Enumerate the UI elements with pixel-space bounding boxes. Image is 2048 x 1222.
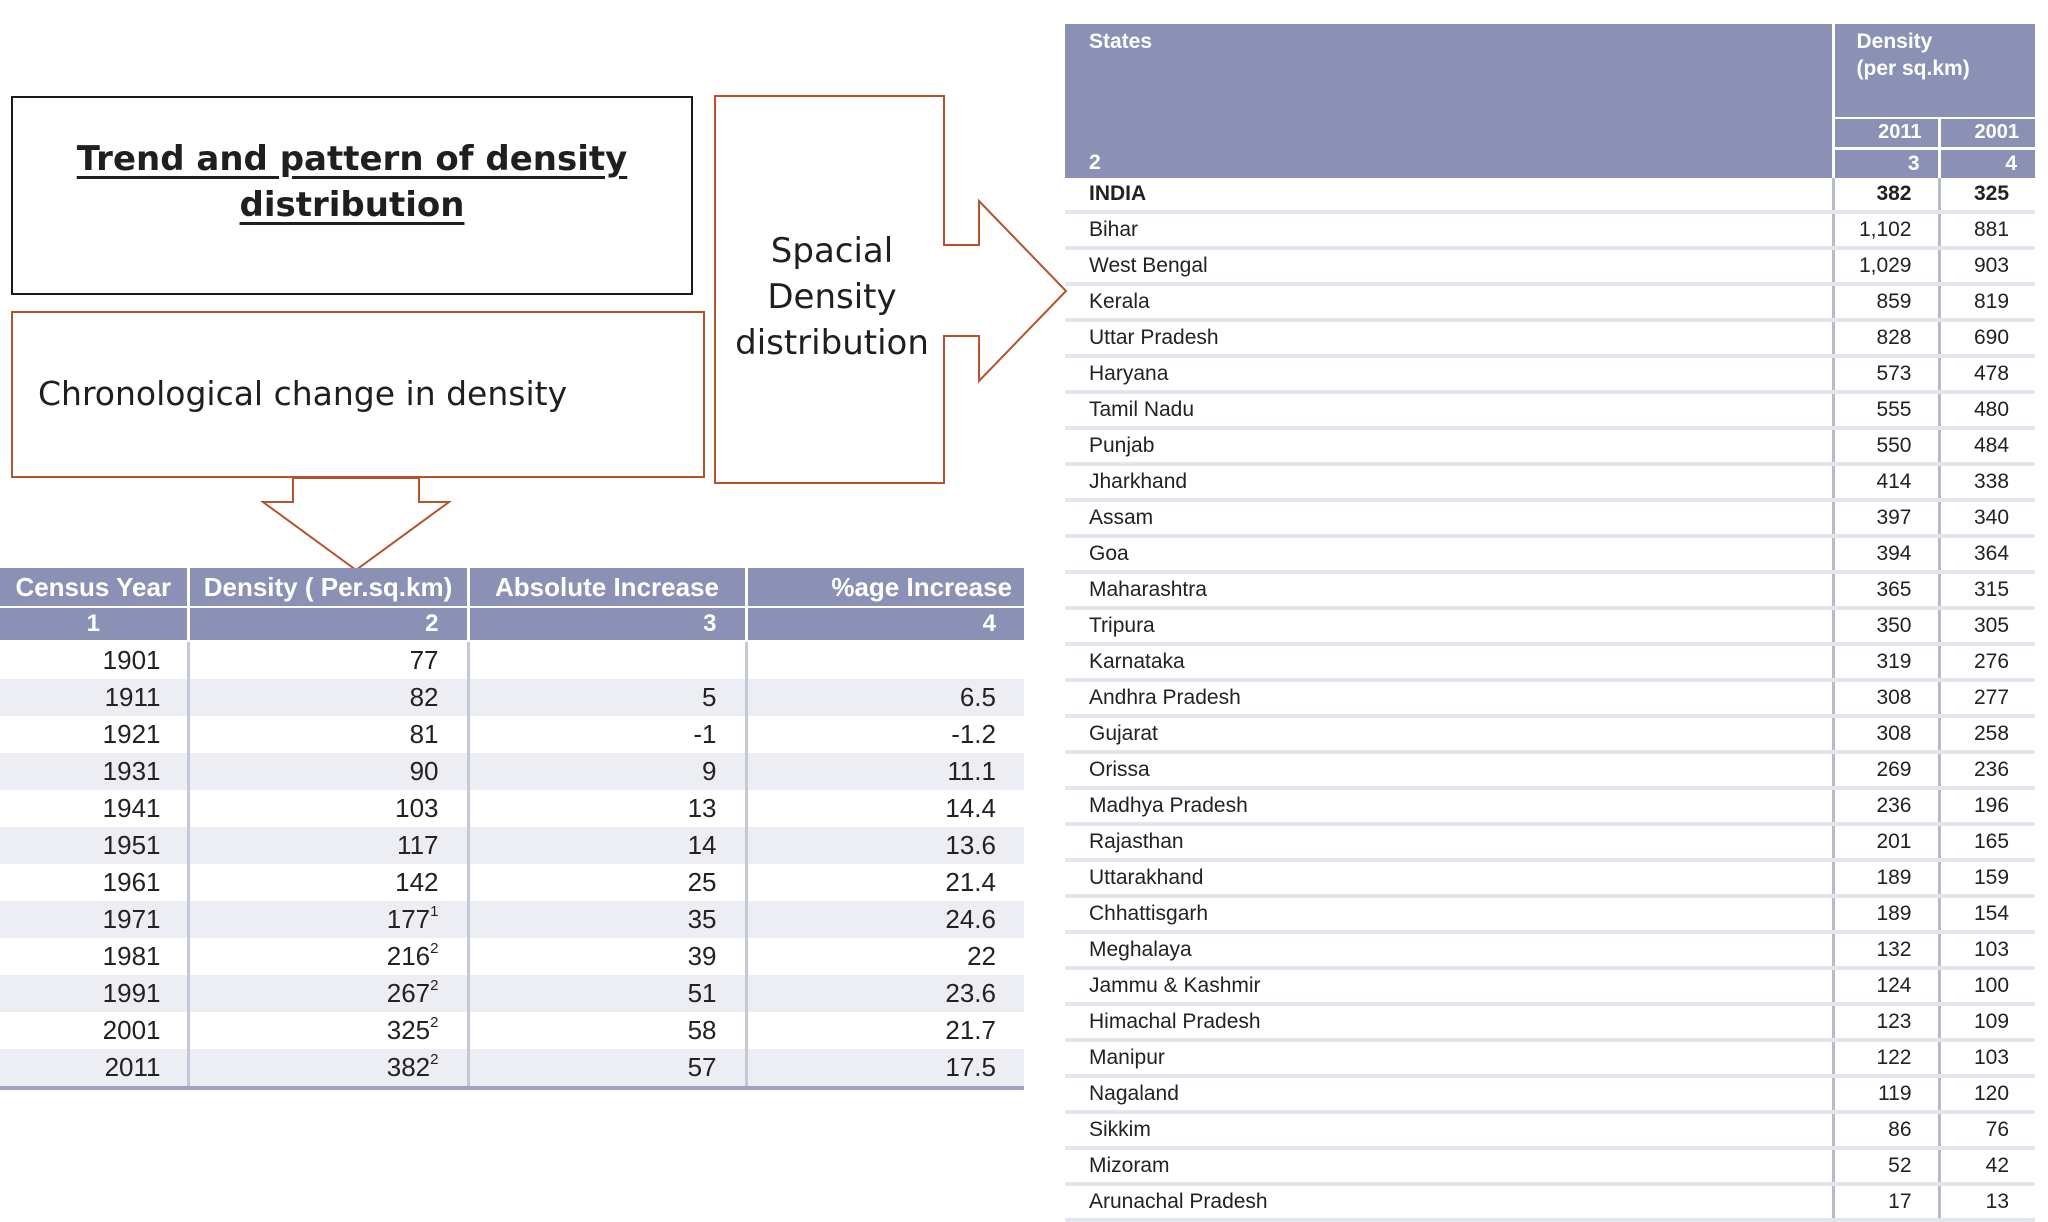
percent-increase: 23.6 xyxy=(746,975,1024,1012)
state-name: Jharkhand xyxy=(1065,464,1833,500)
density-2011: 365 xyxy=(1833,572,1939,608)
table-row xyxy=(1065,428,2035,464)
col-header-states: States xyxy=(1065,24,1833,148)
density-header-line: Density xyxy=(1856,30,1933,53)
state-name: Rajasthan xyxy=(1065,824,1833,860)
percent-increase: 24.6 xyxy=(746,901,1024,938)
state-name: Karnataka xyxy=(1065,644,1833,680)
density-2011: 382 xyxy=(1833,178,1939,212)
table-row xyxy=(1065,464,2035,500)
density-number: 90 xyxy=(409,756,439,786)
density-number: 382 xyxy=(386,1052,431,1082)
state-name: Tamil Nadu xyxy=(1065,392,1833,428)
density-2001: 154 xyxy=(1939,896,2035,932)
density-2001: 165 xyxy=(1939,824,2035,860)
density-value xyxy=(188,641,468,679)
density-2011: 414 xyxy=(1833,464,1939,500)
density-2001: 325 xyxy=(1939,178,2035,212)
state-name: Meghalaya xyxy=(1065,932,1833,968)
density-header-line: (per sq.km) xyxy=(1856,57,1970,80)
col-number: 3 xyxy=(1833,148,1939,178)
density-number: 267 xyxy=(386,978,431,1008)
density-2001: 881 xyxy=(1939,212,2035,248)
chronological-density-table xyxy=(0,568,1024,1090)
table-row xyxy=(1065,788,2035,824)
absolute-increase: 51 xyxy=(468,975,746,1012)
density-2011: 189 xyxy=(1833,896,1939,932)
table-row xyxy=(0,901,1024,938)
density-2011: 350 xyxy=(1833,608,1939,644)
density-value xyxy=(188,975,468,1012)
table-row xyxy=(1065,896,2035,932)
percent-increase: 22 xyxy=(967,941,996,971)
density-2011: 86 xyxy=(1833,1112,1939,1148)
density-value xyxy=(188,716,468,753)
table-row xyxy=(1065,536,2035,572)
state-name: Chhattisgarh xyxy=(1065,896,1833,932)
table-row xyxy=(0,864,1024,901)
spacial-label-line: distribution xyxy=(735,323,929,363)
table-row xyxy=(1065,392,2035,428)
state-name: Assam xyxy=(1065,500,1833,536)
absolute-increase: 25 xyxy=(468,864,746,901)
density-number: 142 xyxy=(395,867,439,897)
state-name: Sikkim xyxy=(1065,1112,1833,1148)
state-density-table xyxy=(1065,24,2035,1222)
density-2011: 122 xyxy=(1833,1040,1939,1076)
table-row xyxy=(0,641,1024,679)
density-2001: 305 xyxy=(1939,608,2035,644)
absolute-increase: 13 xyxy=(468,790,746,827)
absolute-increase: 9 xyxy=(468,753,746,790)
density-2011: 308 xyxy=(1833,680,1939,716)
density-value xyxy=(188,938,468,975)
census-year: 2001 xyxy=(0,1012,188,1049)
density-2001: 340 xyxy=(1939,500,2035,536)
state-name: Tripura xyxy=(1065,608,1833,644)
density-2001: 103 xyxy=(1939,1040,2035,1076)
table-row xyxy=(1065,1040,2035,1076)
chronological-box xyxy=(11,311,705,478)
density-number: 117 xyxy=(397,830,439,860)
percent-increase: 14.4 xyxy=(945,793,996,823)
census-year: 1971 xyxy=(0,901,188,938)
state-name: Haryana xyxy=(1065,356,1833,392)
density-2011: 859 xyxy=(1833,284,1939,320)
percent-increase: 21.7 xyxy=(945,1015,996,1045)
density-2001: 42 xyxy=(1939,1148,2035,1184)
col-number: 1 xyxy=(0,607,188,641)
density-number: 82 xyxy=(409,682,439,712)
table-row-india xyxy=(1065,178,2035,212)
census-year: 1911 xyxy=(0,679,188,716)
table-row xyxy=(1065,680,2035,716)
census-year: 1931 xyxy=(0,753,188,790)
state-name: Bihar xyxy=(1065,212,1833,248)
table-row xyxy=(1065,572,2035,608)
absolute-increase: 14 xyxy=(468,827,746,864)
footnote-marker: 2 xyxy=(430,1051,439,1068)
absolute-increase: 35 xyxy=(468,901,746,938)
state-name: Orissa xyxy=(1065,752,1833,788)
state-name: Punjab xyxy=(1065,428,1833,464)
density-value xyxy=(188,1012,468,1049)
density-2001: 196 xyxy=(1939,788,2035,824)
density-2011: 201 xyxy=(1833,824,1939,860)
census-year: 1901 xyxy=(0,641,188,679)
table-row xyxy=(1065,356,2035,392)
percent-increase: -1.2 xyxy=(951,719,996,749)
state-name: West Bengal xyxy=(1065,248,1833,284)
density-value xyxy=(188,827,468,864)
table-row xyxy=(1065,1004,2035,1040)
density-value xyxy=(188,1049,468,1088)
table-row xyxy=(1065,1148,2035,1184)
density-2011: 236 xyxy=(1833,788,1939,824)
census-year: 1981 xyxy=(0,938,188,975)
density-2011: 1,102 xyxy=(1833,212,1939,248)
density-2011: 550 xyxy=(1833,428,1939,464)
percent-increase: 21.4 xyxy=(945,867,996,897)
state-name: Maharashtra xyxy=(1065,572,1833,608)
state-name: Manipur xyxy=(1065,1040,1833,1076)
density-number: 216 xyxy=(386,941,431,971)
density-2011: 308 xyxy=(1833,716,1939,752)
spacial-label-line: Density xyxy=(767,277,897,317)
table-row xyxy=(0,1049,1024,1088)
table-row xyxy=(1065,500,2035,536)
density-2001: 100 xyxy=(1939,968,2035,1004)
density-number: 177 xyxy=(386,904,431,934)
density-value xyxy=(188,790,468,827)
density-2001: 819 xyxy=(1939,284,2035,320)
density-2001: 364 xyxy=(1939,536,2035,572)
col-header-absolute-increase: Absolute Increase xyxy=(468,568,746,607)
col-number: 4 xyxy=(1939,148,2035,178)
table-row xyxy=(1065,860,2035,896)
table-row xyxy=(1065,824,2035,860)
density-2001: 484 xyxy=(1939,428,2035,464)
density-2011: 319 xyxy=(1833,644,1939,680)
table-row xyxy=(1065,1112,2035,1148)
absolute-increase: 58 xyxy=(468,1012,746,1049)
density-2001: 903 xyxy=(1939,248,2035,284)
table-row xyxy=(1065,248,2035,284)
col-number: 4 xyxy=(746,607,1024,641)
table-row xyxy=(0,1012,1024,1049)
percent-increase: 6.5 xyxy=(746,679,1024,716)
table-row xyxy=(0,827,1024,864)
census-year: 1991 xyxy=(0,975,188,1012)
density-2001: 338 xyxy=(1939,464,2035,500)
table-row xyxy=(0,790,1024,827)
col-number: 2 xyxy=(1065,148,1833,178)
density-2001: 120 xyxy=(1939,1076,2035,1112)
down-arrow-shape xyxy=(263,478,449,570)
footnote-marker: 2 xyxy=(430,977,439,994)
state-name: Nagaland xyxy=(1065,1076,1833,1112)
state-name: Goa xyxy=(1065,536,1833,572)
percent-increase: 17.5 xyxy=(746,1049,1024,1088)
census-year: 1961 xyxy=(0,864,188,901)
state-name: Jammu & Kashmir xyxy=(1065,968,1833,1004)
density-2011: 555 xyxy=(1833,392,1939,428)
table-row xyxy=(1065,752,2035,788)
absolute-increase: 39 xyxy=(468,938,746,975)
spacial-label-line: Spacial xyxy=(770,231,894,271)
table-row xyxy=(1065,932,2035,968)
col-header-percent-increase: %age Increase xyxy=(746,568,1024,607)
density-2011: 17 xyxy=(1833,1184,1939,1220)
table-row xyxy=(1065,320,2035,356)
density-2011: 394 xyxy=(1833,536,1939,572)
chronological-label: Chronological change in density xyxy=(38,374,568,413)
density-2011: 573 xyxy=(1833,356,1939,392)
density-2011: 119 xyxy=(1833,1076,1939,1112)
density-2001: 315 xyxy=(1939,572,2035,608)
col-header-2011: 2011 xyxy=(1833,118,1939,149)
density-value xyxy=(188,901,468,938)
table-row xyxy=(1065,284,2035,320)
census-year: 2011 xyxy=(0,1049,188,1088)
col-header-2001: 2001 xyxy=(1939,118,2035,149)
density-2001: 478 xyxy=(1939,356,2035,392)
density-2001: 109 xyxy=(1939,1004,2035,1040)
density-2011: 123 xyxy=(1833,1004,1939,1040)
density-value xyxy=(188,753,468,790)
col-header-density xyxy=(1833,24,2035,118)
density-2011: 52 xyxy=(1833,1148,1939,1184)
table-row xyxy=(1065,716,2035,752)
density-2011: 269 xyxy=(1833,752,1939,788)
density-2001: 76 xyxy=(1939,1112,2035,1148)
table-row xyxy=(1065,968,2035,1004)
state-name: Uttar Pradesh xyxy=(1065,320,1833,356)
density-number: 77 xyxy=(409,645,439,675)
absolute-increase xyxy=(468,641,746,679)
table-row xyxy=(1065,1184,2035,1220)
density-2011: 124 xyxy=(1833,968,1939,1004)
absolute-increase: 57 xyxy=(468,1049,746,1088)
state-name: Kerala xyxy=(1065,284,1833,320)
col-header-density: Density ( Per.sq.km) xyxy=(188,568,468,607)
percent-increase xyxy=(746,641,1024,679)
density-2011: 1,029 xyxy=(1833,248,1939,284)
col-number: 3 xyxy=(468,607,746,641)
table-row xyxy=(0,753,1024,790)
state-name: INDIA xyxy=(1065,178,1833,212)
density-2011: 397 xyxy=(1833,500,1939,536)
state-name: Uttarakhand xyxy=(1065,860,1833,896)
census-year: 1941 xyxy=(0,790,188,827)
table-row xyxy=(0,679,1024,716)
census-year: 1951 xyxy=(0,827,188,864)
table-row xyxy=(1065,1076,2035,1112)
state-name: Mizoram xyxy=(1065,1148,1833,1184)
col-header-census-year: Census Year xyxy=(0,568,188,607)
percent-increase: 13.6 xyxy=(746,827,1024,864)
table-row xyxy=(1065,608,2035,644)
state-name: Arunachal Pradesh xyxy=(1065,1184,1833,1220)
table-row xyxy=(0,716,1024,753)
table-row xyxy=(1065,644,2035,680)
density-2001: 277 xyxy=(1939,680,2035,716)
table-row xyxy=(0,938,1024,975)
density-2011: 189 xyxy=(1833,860,1939,896)
table-row xyxy=(0,975,1024,1012)
density-2001: 103 xyxy=(1939,932,2035,968)
footnote-marker: 2 xyxy=(430,1014,439,1031)
density-value xyxy=(188,679,468,716)
density-2001: 159 xyxy=(1939,860,2035,896)
density-number: 325 xyxy=(386,1015,431,1045)
absolute-increase: 5 xyxy=(468,679,746,716)
density-2001: 236 xyxy=(1939,752,2035,788)
density-2001: 480 xyxy=(1939,392,2035,428)
density-2011: 132 xyxy=(1833,932,1939,968)
state-name: Gujarat xyxy=(1065,716,1833,752)
census-year: 1921 xyxy=(0,716,188,753)
density-2001: 13 xyxy=(1939,1184,2035,1220)
state-name: Andhra Pradesh xyxy=(1065,680,1833,716)
state-name: Madhya Pradesh xyxy=(1065,788,1833,824)
density-number: 81 xyxy=(409,719,439,749)
state-name: Himachal Pradesh xyxy=(1065,1004,1833,1040)
density-number: 103 xyxy=(395,793,439,823)
density-2001: 690 xyxy=(1939,320,2035,356)
footnote-marker: 1 xyxy=(430,903,439,920)
spacial-label xyxy=(712,228,952,366)
density-2001: 258 xyxy=(1939,716,2035,752)
table-row xyxy=(1065,212,2035,248)
density-2011: 828 xyxy=(1833,320,1939,356)
density-value xyxy=(188,864,468,901)
col-number: 2 xyxy=(188,607,468,641)
absolute-increase: -1 xyxy=(468,716,746,753)
footnote-marker: 2 xyxy=(430,940,439,957)
slide-title: Trend and pattern of density distribution xyxy=(76,139,628,225)
density-2001: 276 xyxy=(1939,644,2035,680)
percent-increase: 11.1 xyxy=(746,753,1024,790)
